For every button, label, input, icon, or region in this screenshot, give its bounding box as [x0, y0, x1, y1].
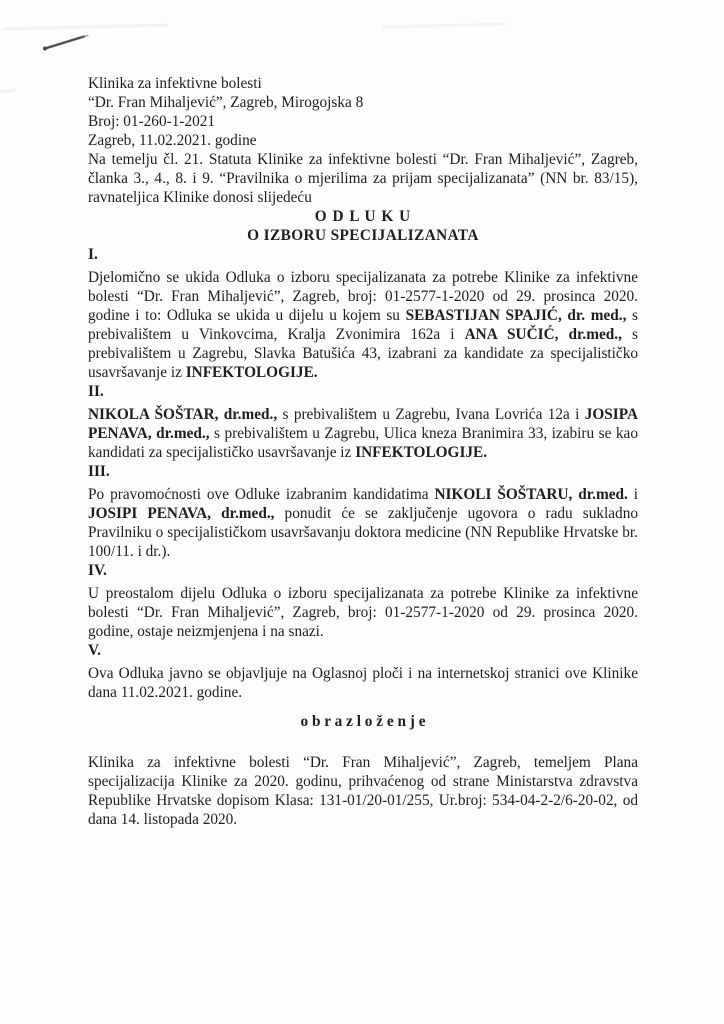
section-paragraph — [88, 664, 638, 702]
section-paragraph — [88, 405, 638, 462]
body-text: U preostalom dijelu Odluka o izboru specijalizanata za potrebe Klinike za infektivne bolesti “Dr. Fran Mihaljević”, Zagreb, broj: 01-2577-1-2020 od 29. prosinca 2020. godine, ostaje neizmjenjena i na snazi. — [88, 585, 638, 640]
section-3 — [88, 462, 638, 561]
body-text: s prebivalištem u Zagrebu, Slavka Batušića 43, izabrani za kandidate za specijalističko usavršavanje iz — [88, 326, 639, 381]
header-reference-number: Broj: 01-260-1-2021 — [88, 113, 216, 130]
emphasized-text: INFEKTOLOGIJE. — [355, 444, 488, 461]
closing-paragraph: Klinika za infektivne bolesti “Dr. Fran Mihaljević”, Zagreb, temeljem Plana specijalizacija Klinike za 2020. godinu, prihvaćenog od strane Ministarstva zdravstva Republike Hrvatske dopisom Klasa: 131-01/20-01/255, Ur.broj: 534-04-2-2/6-20-02, od dana 14. listopada 2020. — [88, 754, 638, 828]
body-text: s prebivalištem u Vinkovcima, Kralja Zvonimira 162a i — [88, 307, 638, 343]
section-4 — [88, 561, 638, 641]
header-place-date: Zagreb, 11.02.2021. godine — [88, 132, 257, 149]
emphasized-text: JOSIPI PENAVA, dr.med., — [88, 505, 275, 522]
section-1 — [88, 245, 638, 382]
section-paragraph — [88, 584, 638, 641]
decision-subtitle: O IZBORU SPECIJALIZANATA — [247, 227, 479, 244]
body-text: Ova Odluka javno se objavljuje na Oglasnoj ploči i na internetskoj stranici ove Klinike dana 11.02.2021. godine. — [88, 665, 638, 701]
emphasized-text: ANA SUČIĆ, dr.med., — [464, 326, 622, 343]
body-text: ponudit će se zaključenje ugovora o radu sukladno Pravilniku o specijalističkom usavršavanju doktora medicine (NN Republike Hrvatske br. 100/11. i dr.). — [88, 505, 638, 560]
emphasized-text: NIKOLA ŠOŠTAR, dr.med., — [88, 406, 278, 423]
section-2 — [88, 382, 638, 462]
section-number: IV. — [88, 562, 107, 579]
document-content — [88, 74, 638, 829]
body-text: s prebivalištem u Zagrebu, Ulica kneza Branimira 33, izabiru se kao kandidati za specijalističko usavršavanje iz — [88, 425, 638, 461]
decision-title: O D L U K U — [314, 208, 412, 225]
emphasized-text: SEBASTIJAN SPAJIĆ, dr. med., — [405, 307, 627, 324]
section-number: II. — [88, 383, 104, 400]
emphasized-text: JOSIPA PENAVA, dr.med., — [88, 406, 639, 442]
section-paragraph — [88, 268, 638, 382]
header-clinic-address: “Dr. Fran Mihaljević”, Zagreb, Mirogojska 8 — [88, 94, 364, 111]
emphasized-text: INFEKTOLOGIJE. — [185, 364, 318, 381]
intro-paragraph: Na temelju čl. 21. Statuta Klinike za infektivne bolesti “Dr. Fran Mihaljević”, Zagreb, članka 3., 4., 8. i 9. “Pravilnika o mjerilima za prijam specijalizanata” (NN br. 83/15), ravnateljica Klinike donosi slijedeću — [88, 151, 638, 206]
decision-title-block — [88, 207, 638, 245]
section-paragraph — [88, 485, 638, 561]
section-number: V. — [88, 642, 101, 659]
body-text: i — [627, 486, 638, 503]
body-text: Djelomično se ukida Odluka o izboru specijalizanata za potrebe Klinike za infektivne bolesti “Dr. Fran Mihaljević”, Zagreb, broj: 01-2577-1-2020 od 29. prosinca 2020. godine i to: Odluka se ukida u dijelu u kojem su — [88, 269, 638, 324]
body-text: s prebivalištem u Zagrebu, Ivana Lovrića 12a i — [277, 406, 585, 423]
header-clinic-name: Klinika za infektivne bolesti — [88, 75, 262, 92]
emphasized-text: NIKOLI ŠOŠTARU, dr.med. — [434, 486, 628, 503]
section-number: III. — [88, 463, 110, 480]
document-header — [88, 74, 638, 150]
section-number: I. — [88, 246, 98, 263]
body-text: Po pravomoćnosti ove Odluke izabranim kandidatima — [88, 486, 435, 503]
section-5 — [88, 641, 638, 702]
rationale-heading: o b r a z l o ž e n j e — [300, 713, 426, 730]
